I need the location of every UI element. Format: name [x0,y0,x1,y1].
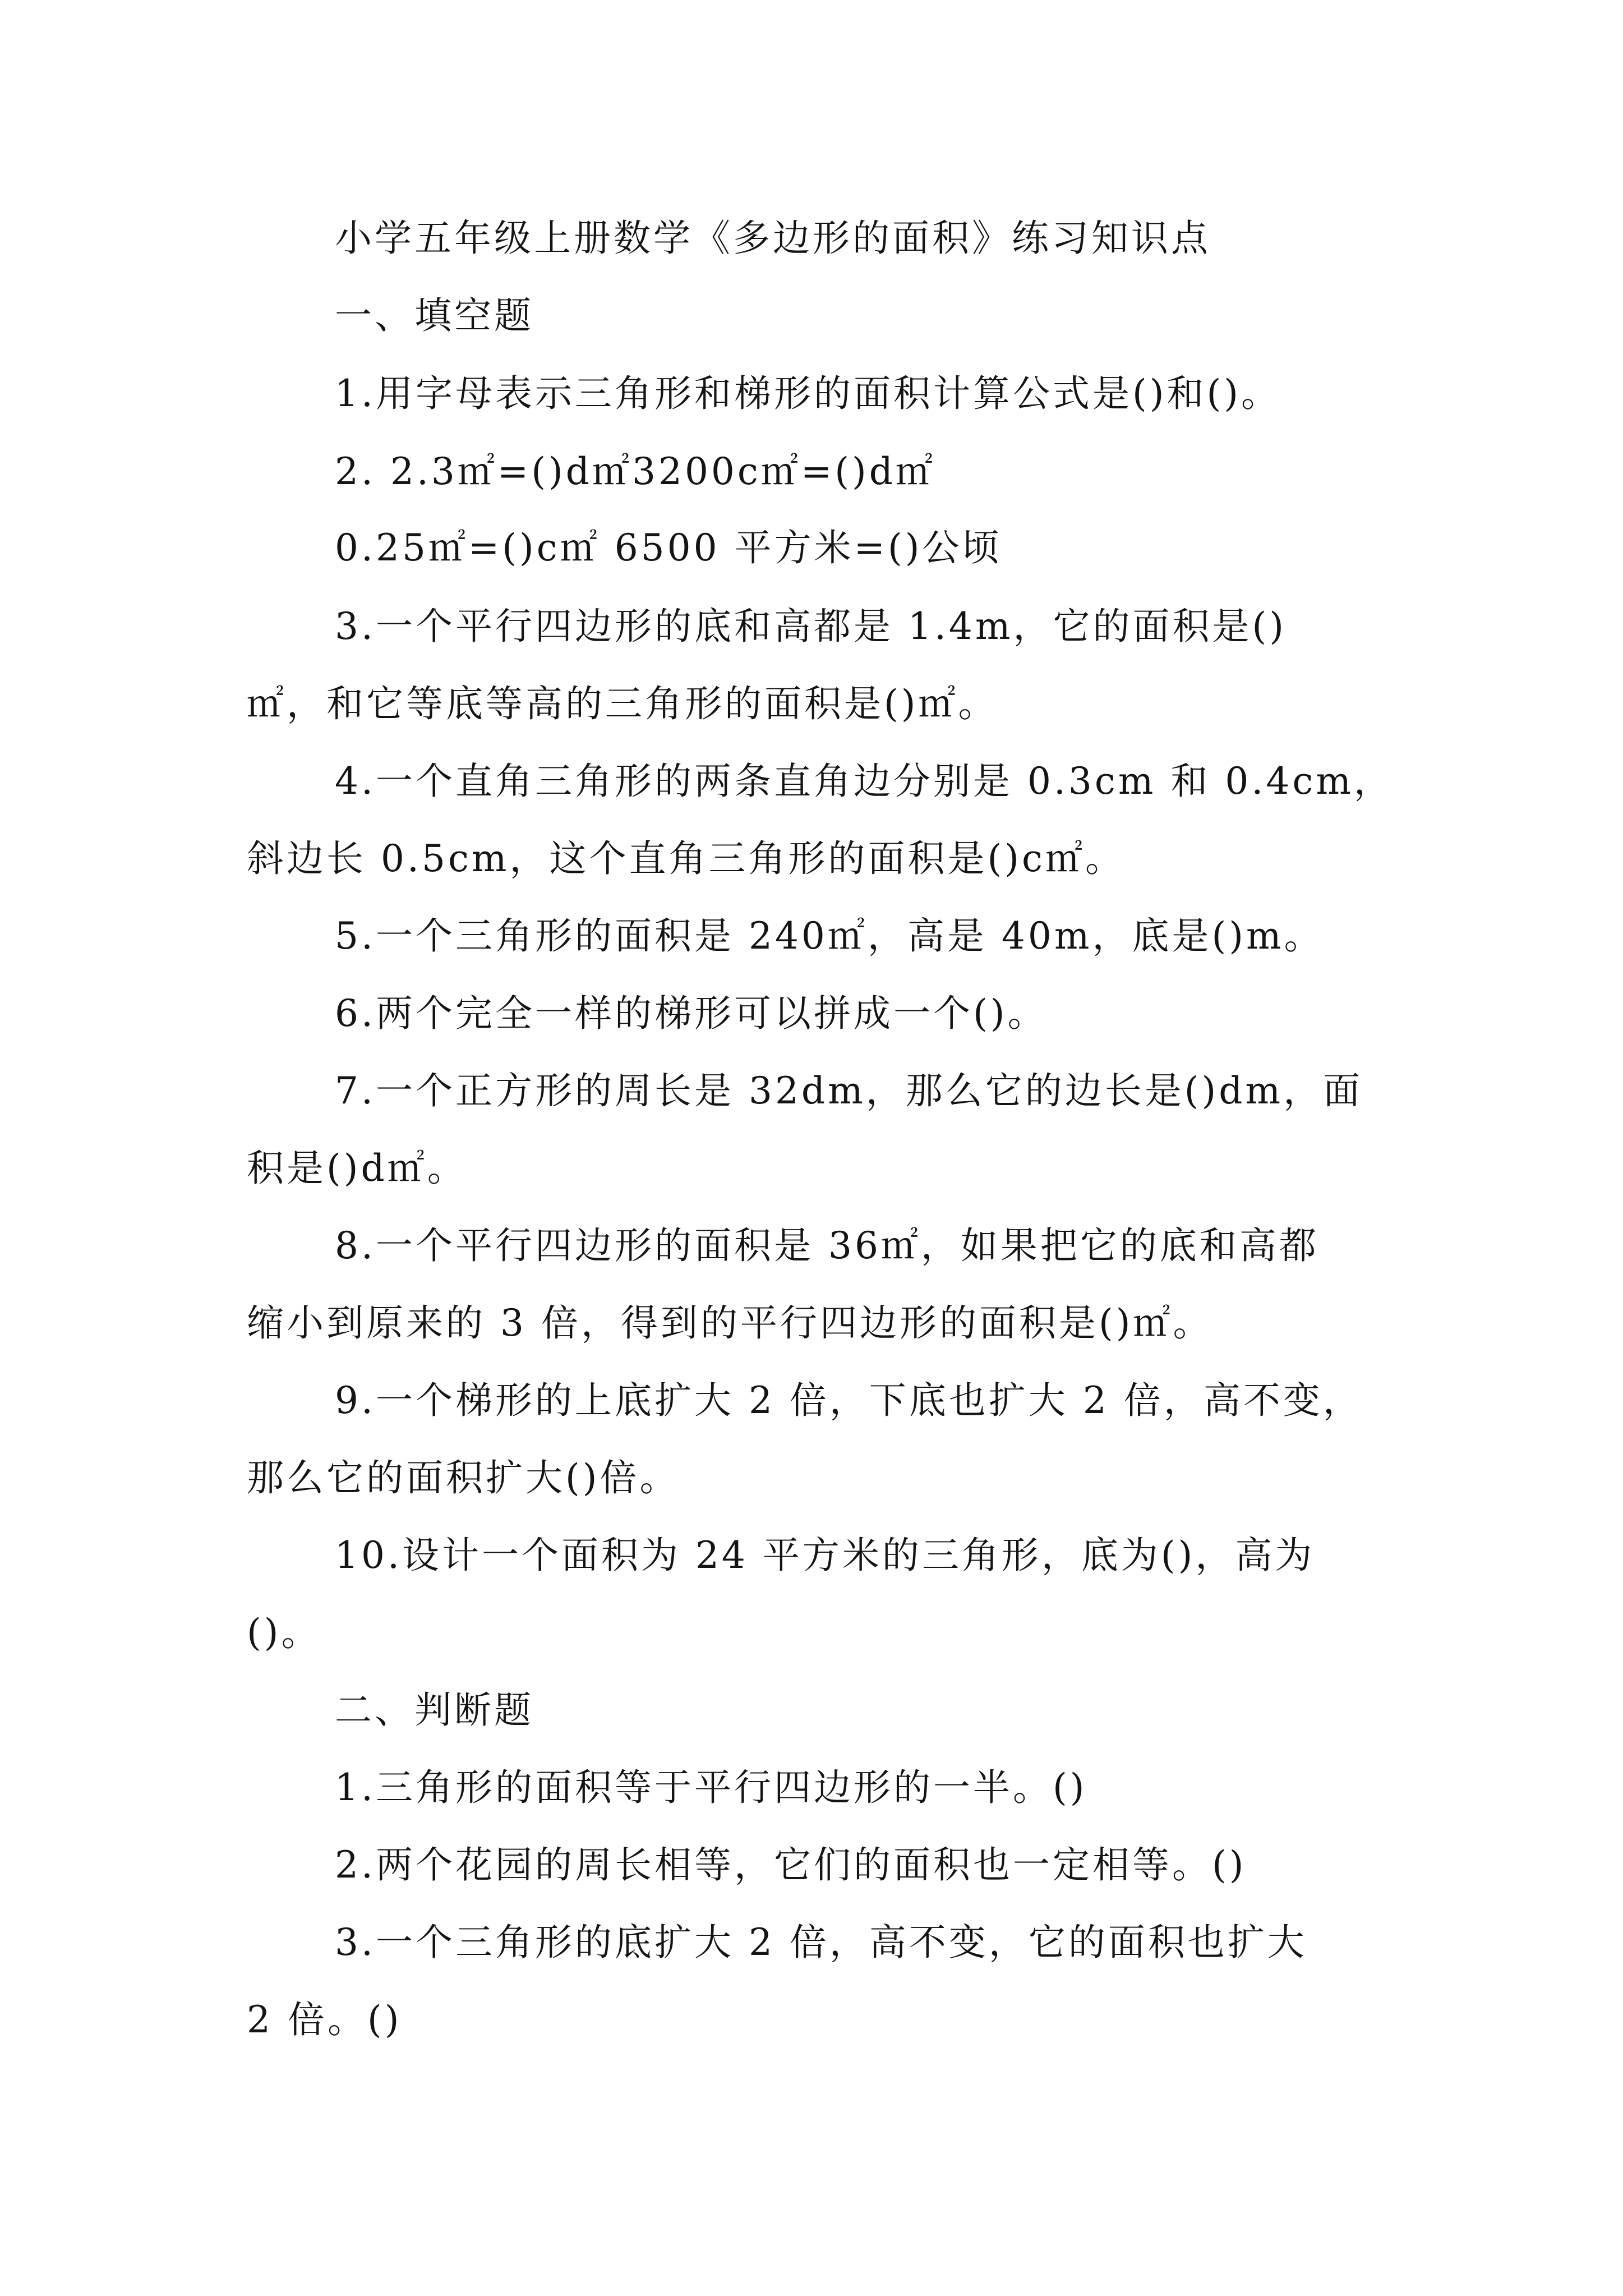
fill-question-9-cont: 那么它的面积扩大()倍。 [247,1456,680,1499]
fill-question-5: 5.一个三角形的面积是 240㎡，高是 40m，底是()m。 [335,914,1324,958]
judge-question-1: 1.三角形的面积等于平行四边形的一半。() [335,1766,1087,1809]
fill-question-7: 7.一个正方形的周长是 32dm，那么它的边长是()dm，面 [335,1069,1363,1112]
fill-question-3-cont: ㎡，和它等底等高的三角形的面积是()㎡。 [247,682,998,725]
fill-question-2-cont: 0.25㎡=()c㎡ 6500 平方米=()公顷 [335,526,1002,569]
fill-question-8-cont: 缩小到原来的 3 倍，得到的平行四边形的面积是()㎡。 [247,1301,1213,1345]
fill-question-6: 6.两个完全一样的梯形可以拼成一个()。 [335,992,1048,1035]
fill-question-4: 4.一个直角三角形的两条直角边分别是 0.3cm 和 0.4cm， [335,760,1394,803]
fill-question-10: 10.设计一个面积为 24 平方米的三角形，底为()，高为 [335,1534,1315,1577]
fill-question-3: 3.一个平行四边形的底和高都是 1.4m，它的面积是() [335,605,1287,648]
judge-question-3: 3.一个三角形的底扩大 2 倍，高不变，它的面积也扩大 [335,1921,1307,1964]
fill-question-7-cont: 积是()d㎡。 [247,1147,467,1190]
fill-question-1: 1.用字母表示三角形和梯形的面积计算公式是()和()。 [335,372,1281,415]
fill-question-8: 8.一个平行四边形的面积是 36㎡，如果把它的底和高都 [335,1224,1319,1267]
fill-question-2: 2. 2.3㎡=()d㎡3200c㎡=()d㎡ [335,450,935,493]
document-title: 小学五年级上册数学《多边形的面积》练习知识点 [335,217,1211,260]
judge-question-3-cont: 2 倍。() [247,1998,402,2041]
fill-question-10-cont: ()。 [247,1611,321,1654]
fill-question-4-cont: 斜边长 0.5cm，这个直角三角形的面积是()c㎡。 [247,837,1125,880]
section-heading-true-false: 二、判断题 [335,1688,534,1732]
judge-question-2: 2.两个花园的周长相等，它们的面积也一定相等。() [335,1843,1247,1887]
section-heading-fill-in-blank: 一、填空题 [335,294,534,337]
fill-question-9: 9.一个梯形的上底扩大 2 倍，下底也扩大 2 倍，高不变， [335,1379,1363,1422]
